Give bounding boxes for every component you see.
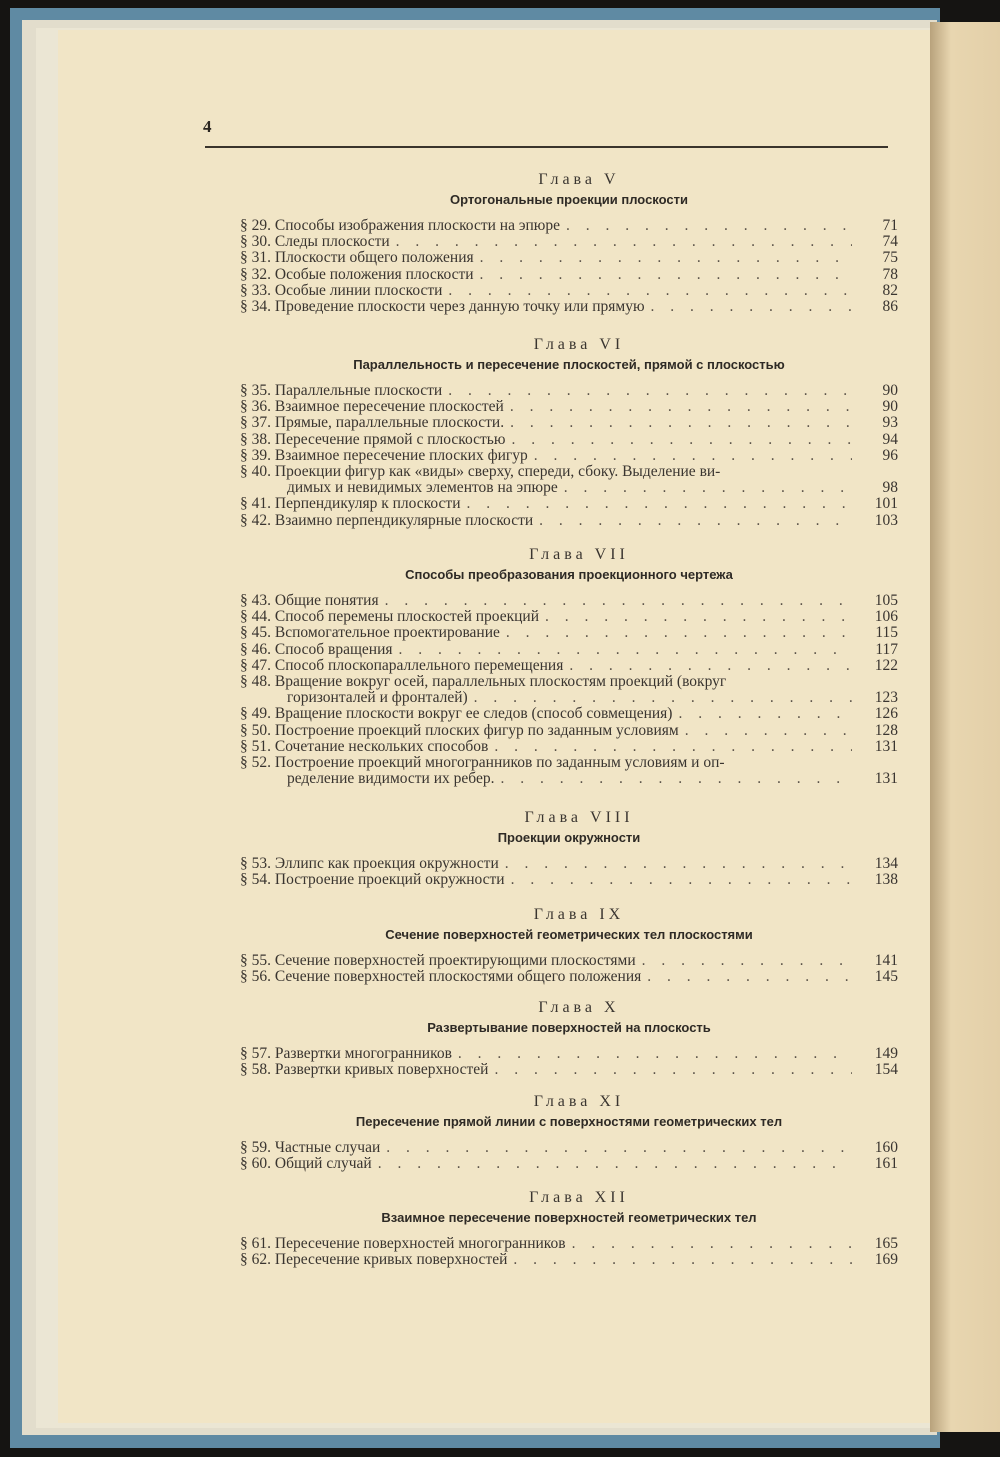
header-rule	[205, 146, 888, 148]
toc-page-number: 122	[874, 656, 898, 674]
chapter-number: Глава VI	[533, 336, 625, 353]
toc-entry	[240, 674, 898, 706]
toc-page-number: 145	[874, 968, 898, 986]
toc-page-number: 141	[874, 952, 898, 969]
toc-page-number: 106	[874, 608, 898, 626]
chapter-title: Ортогональные проекции плоскости	[449, 192, 689, 207]
toc-entry-line	[240, 953, 898, 969]
dot-leader	[494, 1062, 852, 1078]
toc-entry-text: § 59. Частные случаи	[240, 1139, 381, 1156]
toc-entry	[240, 723, 898, 739]
toc-entry	[240, 267, 898, 283]
chapter-title: Взаимное пересечение поверхностей геометрических тел	[381, 1210, 757, 1225]
dot-leader	[678, 706, 852, 722]
toc-entry-line	[240, 609, 898, 625]
toc-entry	[240, 625, 898, 641]
toc-page-number: 138	[874, 871, 898, 889]
dot-leader	[480, 267, 852, 283]
dot-leader	[458, 1046, 852, 1062]
chapter-section	[240, 998, 898, 1078]
toc-entry-text: § 40. Проекции фигур как «виды» сверху, спереди, сбоку. Выделение ви-	[240, 463, 721, 481]
toc-entry-line	[240, 674, 898, 690]
toc-entry	[240, 299, 898, 315]
toc-page-number: 169	[874, 1251, 898, 1269]
toc-entry-line	[240, 723, 898, 739]
toc-entry-line	[240, 1156, 898, 1172]
toc-entry-text: димых и невидимых элементов на эпюре	[287, 479, 558, 497]
toc-entry	[240, 1236, 898, 1252]
toc-entry	[240, 496, 898, 512]
chapter-title: Проекции окружности	[497, 830, 641, 845]
toc-entry-text: § 47. Способ плоскопараллельного перемещения	[240, 656, 564, 674]
dot-leader	[534, 448, 852, 464]
toc-entry-text: § 48. Вращение вокруг осей, параллельных плоскостям проекций (вокруг	[240, 673, 727, 691]
toc-entry-text: § 31. Плоскости общего положения	[240, 249, 474, 267]
toc-entry-text: § 58. Развертки кривых поверхностей	[240, 1061, 489, 1079]
toc-entry-text: § 33. Особые линии плоскости	[240, 281, 443, 299]
chapter-number: Глава V	[538, 171, 620, 188]
toc-entry-line	[240, 1236, 898, 1252]
dot-leader	[480, 250, 852, 266]
chapter-title: Параллельность и пересечение плоскостей, прямой с плоскостью	[353, 357, 785, 372]
toc-entry-line	[240, 1140, 898, 1156]
toc-entry-text: § 32. Особые положения плоскости	[240, 265, 474, 283]
toc-entry-line	[240, 1062, 898, 1078]
toc-entry	[240, 609, 898, 625]
toc-entry-line	[240, 658, 898, 674]
toc-entry	[240, 953, 898, 969]
toc-page-number: 74	[882, 233, 898, 251]
toc-page-number: 131	[874, 770, 898, 788]
toc-entry-text: § 44. Способ перемены плоскостей проекций	[240, 608, 540, 626]
toc-entry	[240, 383, 898, 399]
toc-page-number: 90	[882, 398, 898, 416]
dot-leader	[448, 283, 852, 299]
toc-entry-text: § 45. Вспомогательное проектирование	[240, 624, 500, 642]
toc-entry-text: § 29. Способы изображения плоскости на эпюре	[240, 217, 560, 234]
toc-entry-text: § 51. Сочетание нескольких способов	[240, 737, 489, 755]
toc-entry	[240, 1046, 898, 1062]
toc-entry-line	[240, 690, 898, 706]
toc-entry-line	[240, 218, 898, 234]
toc-entry-text: § 38. Пересечение прямой с плоскостью	[240, 430, 506, 448]
toc-entry	[240, 1062, 898, 1078]
toc-entry-line	[240, 234, 898, 250]
dot-leader	[385, 593, 852, 609]
dot-leader	[647, 969, 852, 985]
toc-entry-line	[240, 856, 898, 872]
toc-page-number: 78	[882, 265, 898, 283]
dot-leader	[378, 1156, 852, 1172]
toc-entry-line	[240, 706, 898, 722]
toc-page-number: 161	[874, 1155, 898, 1173]
toc-entry-text: § 52. Построение проекций многогранников по заданным условиям и оп-	[240, 754, 725, 772]
toc-page-number: 94	[882, 430, 898, 448]
toc-entry	[240, 1252, 898, 1268]
toc-page-number: 96	[882, 446, 898, 464]
toc-entry-line	[240, 969, 898, 985]
dot-leader	[539, 513, 852, 529]
dot-leader	[500, 771, 852, 787]
chapter-number: Глава IX	[533, 906, 625, 923]
dot-leader	[510, 415, 852, 431]
dot-leader	[448, 383, 852, 399]
chapter-section	[240, 1188, 898, 1268]
toc-entry-line	[240, 299, 898, 315]
toc-entry	[240, 1140, 898, 1156]
toc-entry-text: § 50. Построение проекций плоских фигур по заданным условиям	[240, 721, 679, 739]
dot-leader	[569, 658, 852, 674]
toc-entry-text: § 35. Параллельные плоскости	[240, 382, 443, 399]
toc-entry	[240, 856, 898, 872]
chapter-section	[240, 170, 898, 315]
dot-leader	[513, 1252, 852, 1268]
dot-leader	[564, 480, 852, 496]
dot-leader	[511, 872, 852, 888]
dot-leader	[506, 625, 852, 641]
toc-entry-line	[240, 771, 898, 787]
toc-page-number: 105	[874, 592, 898, 609]
toc-entry-text: горизонталей и фронталей)	[287, 689, 468, 707]
chapter-title: Сечение поверхностей геометрических тел плоскостями	[385, 927, 753, 942]
dot-leader	[545, 609, 852, 625]
toc-entry	[240, 218, 898, 234]
toc-entry	[240, 415, 898, 431]
toc-entry-text: § 49. Вращение плоскости вокруг ее следов (способ совмещения)	[240, 705, 673, 723]
toc-page-number: 123	[874, 689, 898, 707]
toc-entry-text: § 60. Общий случай	[240, 1155, 372, 1173]
toc-page-number: 126	[874, 705, 898, 723]
chapter-title: Развертывание поверхностей на плоскость	[427, 1020, 711, 1035]
toc-entry	[240, 658, 898, 674]
dot-leader	[642, 953, 852, 969]
toc-entry-line	[240, 432, 898, 448]
toc-entry-line	[240, 755, 898, 771]
toc-entry	[240, 969, 898, 985]
toc-entry-text: § 30. Следы плоскости	[240, 233, 390, 251]
chapter-section	[240, 335, 898, 529]
toc-page-number: 117	[875, 640, 898, 658]
toc-entry	[240, 872, 898, 888]
chapter-section	[240, 808, 898, 888]
toc-page-number: 131	[874, 737, 898, 755]
toc-page-number: 134	[874, 855, 898, 872]
toc-entry-line	[240, 1252, 898, 1268]
toc-entry-line	[240, 480, 898, 496]
toc-page-number: 98	[882, 479, 898, 497]
toc-page-number: 75	[882, 249, 898, 267]
dot-leader	[467, 496, 853, 512]
toc-entry-text: § 42. Взаимно перпендикулярные плоскости	[240, 511, 534, 529]
toc-page-number: 115	[875, 624, 898, 642]
dot-leader	[566, 218, 852, 234]
toc-entry-text: § 53. Эллипс как проекция окружности	[240, 855, 499, 872]
toc-entry-text: § 61. Пересечение поверхностей многогранников	[240, 1235, 566, 1252]
chapter-number: Глава XII	[529, 1189, 629, 1206]
toc-page-number: 103	[874, 511, 898, 529]
toc-page-number: 154	[874, 1061, 898, 1079]
toc-page-number: 128	[874, 721, 898, 739]
toc-page-number: 86	[882, 298, 898, 316]
toc-entry-line	[240, 250, 898, 266]
toc-entry-line	[240, 267, 898, 283]
dot-leader	[685, 723, 852, 739]
dot-leader	[474, 690, 852, 706]
chapter-title: Пересечение прямой линии с поверхностями геометрических тел	[355, 1114, 783, 1129]
toc-entry-text: § 39. Взаимное пересечение плоских фигур	[240, 446, 528, 464]
toc-entry-line	[240, 642, 898, 658]
dot-leader	[651, 299, 852, 315]
toc-entry-text: § 46. Способ вращения	[240, 640, 393, 658]
toc-entry-line	[240, 283, 898, 299]
dot-leader	[510, 399, 852, 415]
chapter-title: Способы преобразования проекционного чертежа	[405, 567, 733, 582]
toc-entry	[240, 432, 898, 448]
chapter-number: Глава X	[538, 999, 620, 1016]
toc-page-number: 90	[882, 382, 898, 399]
toc-entry-text: ределение видимости их ребер.	[287, 770, 495, 788]
toc-entry	[240, 706, 898, 722]
toc-entry	[240, 642, 898, 658]
toc-entry	[240, 739, 898, 755]
dot-leader	[494, 739, 852, 755]
chapter-section	[240, 1092, 898, 1172]
toc-entry-line	[240, 415, 898, 431]
toc-page-number: 101	[874, 495, 898, 513]
dot-leader	[572, 1236, 852, 1252]
toc-entry-line	[240, 383, 898, 399]
toc-entry-line	[240, 1046, 898, 1062]
dot-leader	[386, 1140, 852, 1156]
chapter-section	[240, 545, 898, 787]
toc-entry	[240, 234, 898, 250]
toc-entry-line	[240, 513, 898, 529]
toc-entry-text: § 57. Развертки многогранников	[240, 1045, 452, 1062]
toc-entry	[240, 755, 898, 787]
toc-entry-text: § 62. Пересечение кривых поверхностей	[240, 1251, 508, 1269]
dot-leader	[505, 856, 852, 872]
toc-page-number: 160	[874, 1139, 898, 1156]
toc-entry-line	[240, 496, 898, 512]
toc-entry-line	[240, 872, 898, 888]
toc-entry-line	[240, 593, 898, 609]
toc-entry-text: § 36. Взаимное пересечение плоскостей	[240, 398, 504, 416]
toc-entry-text: § 37. Прямые, параллельные плоскости.	[240, 414, 505, 432]
facing-page-edge	[930, 22, 1000, 1432]
toc-entry-line	[240, 625, 898, 641]
toc-page-number: 149	[874, 1045, 898, 1062]
dot-leader	[399, 642, 852, 658]
toc-page-number: 165	[874, 1235, 898, 1252]
toc-entry	[240, 593, 898, 609]
toc-entry-line	[240, 464, 898, 480]
toc-page-number: 93	[882, 414, 898, 432]
toc-entry	[240, 464, 898, 496]
toc-entry	[240, 283, 898, 299]
toc-page-number: 71	[882, 217, 898, 234]
toc-entry-text: § 55. Сечение поверхностей проектирующими плоскостями	[240, 952, 636, 969]
toc-entry	[240, 399, 898, 415]
chapter-number: Глава VII	[529, 546, 629, 563]
toc-entry-text: § 54. Построение проекций окружности	[240, 871, 505, 889]
dot-leader	[511, 432, 852, 448]
toc-entry-text: § 43. Общие понятия	[240, 592, 379, 609]
toc-entry-text: § 34. Проведение плоскости через данную точку или прямую	[240, 298, 645, 316]
toc-entry	[240, 448, 898, 464]
toc-entry	[240, 513, 898, 529]
toc-entry-line	[240, 739, 898, 755]
dot-leader	[396, 234, 852, 250]
chapter-number: Глава VIII	[524, 809, 634, 826]
toc-entry	[240, 1156, 898, 1172]
chapter-section	[240, 905, 898, 985]
toc-entry-text: § 41. Перпендикуляр к плоскости	[240, 495, 461, 513]
toc-page-number: 82	[882, 281, 898, 299]
toc-entry-line	[240, 448, 898, 464]
toc-entry	[240, 250, 898, 266]
chapter-number: Глава XI	[533, 1093, 625, 1110]
page-number: 4	[203, 117, 212, 136]
toc-entry-line	[240, 399, 898, 415]
toc-entry-text: § 56. Сечение поверхностей плоскостями общего положения	[240, 968, 642, 986]
